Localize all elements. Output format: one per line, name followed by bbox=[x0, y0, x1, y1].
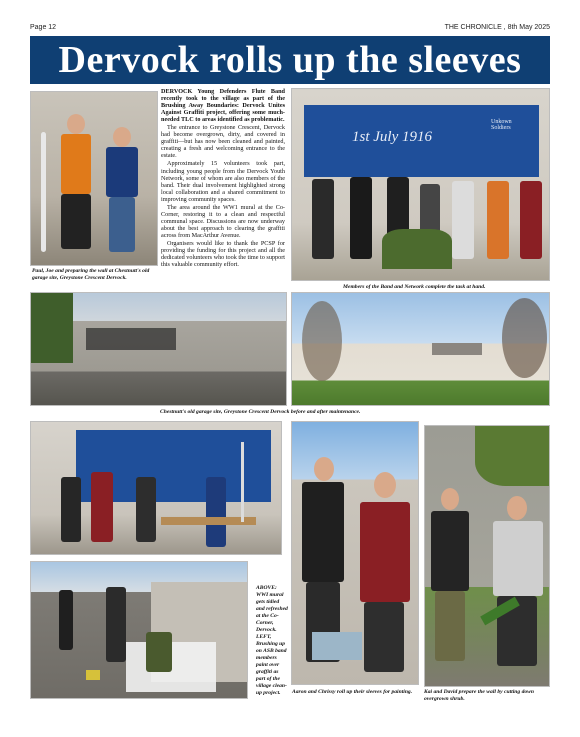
photo-paul-joe bbox=[30, 91, 158, 266]
article-lead: DERVOCK Young Defenders Flute Band recently took to the village as part of the Brushing Away Boundaries: Dervock Unites Against Graffiti project, offering some much-needed TLC to areas identified as problematic. bbox=[161, 88, 285, 124]
headline-banner bbox=[30, 36, 550, 84]
article-body bbox=[161, 88, 285, 269]
caption-kai-david: Kai and David prepare the wall by cutting down overgrown shrub. bbox=[424, 689, 535, 702]
page-number: Page 12 bbox=[30, 24, 57, 31]
caption-paul-joe: Paul, Joe and preparing the wall at Chestnutt's old garage site, Greystone Crescent Dervock. bbox=[32, 268, 150, 281]
photo-garage-after bbox=[291, 292, 550, 406]
photo-aaron-chrissy bbox=[291, 421, 419, 685]
article-paragraph: The area around the WW1 mural at the Co-Corner, restoring it to a clean and respectful communal space. Discussions are now underway about the best approach to clearing the graffiti across from MacArthur Avenue. bbox=[161, 203, 285, 239]
caption-mural-side: ABOVE: WWI mural gets tidied and refreshed at the Co-Corner, Dervock. LEFT, Brushing up on ASB band members paint over graffiti as part of the village clean-up project. bbox=[256, 585, 288, 696]
photo-mural-tidy bbox=[30, 421, 282, 555]
photo-kai-david bbox=[424, 425, 550, 687]
publication-line: THE CHRONICLE , 8th May 2025 bbox=[444, 24, 550, 31]
photo-band-network bbox=[291, 88, 550, 281]
mural-date-text: 1st July 1916 bbox=[352, 129, 432, 145]
headline: Dervock rolls up the sleeves bbox=[58, 39, 522, 81]
caption-band-network: Members of the Band and Network complete the task at hand. bbox=[343, 284, 486, 290]
mural bbox=[304, 105, 539, 177]
caption-garage-before-after: Chestnutt's old garage site, Greystone Crescent Dervock before and after maintenance. bbox=[160, 409, 361, 415]
mural-side-text: Unkown Soldiers bbox=[491, 119, 512, 131]
caption-aaron-chrissy: Aaron and Chrissy roll up their sleeves for painting. bbox=[292, 689, 413, 695]
article-paragraph: Approximately 15 volunteers took part, including young people from the Dervock Youth Network, some of whom are also members of the band. Their dual involvement highlighted strong local collaboration and a shared commitment to improving community spaces. bbox=[161, 160, 285, 203]
article-paragraph: Organisers would like to thank the PCSP for providing the funding for this project and all the dedicated volunteers who took the time to support this valuable community effort. bbox=[161, 239, 285, 269]
photo-garage-before bbox=[30, 292, 287, 406]
article-paragraph: The entrance to Greystone Crescent, Dervock had become overgrown, dirty, and covered in graffiti—but has now been cleaned and painted, creating a fresh and welcoming entrance to the estate. bbox=[161, 124, 285, 160]
photo-painting-graffiti bbox=[30, 561, 248, 699]
